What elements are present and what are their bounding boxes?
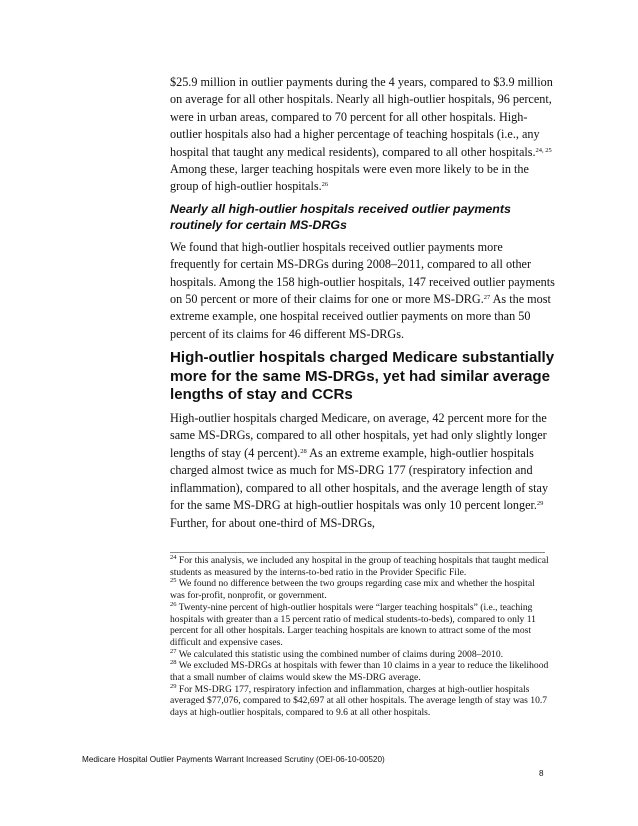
body-paragraph-1: [170, 74, 555, 196]
page-number: 8: [539, 769, 544, 778]
footnote-divider: [170, 552, 545, 553]
footnote-28: [170, 660, 550, 683]
footnote-text: Twenty-nine percent of high-outlier hospitals were “larger teaching hospitals” (i.e., teaching hospitals with greater than a 15 percent ratio of medical students-to-beds), compared to only 11 percent for all other hospitals. Larger teaching hospitals are known to attract some of the most difficult and expensive cases.: [170, 601, 536, 648]
footnotes: [170, 555, 550, 719]
footnote-29: [170, 684, 550, 719]
para2-tail: As the most extreme example, one hospital received outlier payments on more than 50 percent of its claims for 46 different MS-DRGs.: [170, 292, 551, 341]
para3-mid: As an extreme example, high-outlier hospitals charged almost twice as much for MS-DRG 177 (respiratory infection and inflammation), compared to all other hospitals, and the average length of stay for the same MS-DRG at high-outlier hospitals was only 10 percent longer.: [170, 445, 549, 513]
footnote-26: [170, 602, 550, 649]
footnote-number: 28: [170, 659, 177, 667]
footnote-ref[interactable]: 28: [300, 447, 307, 455]
footnote-text: For this analysis, we included any hospital in the group of teaching hospitals that taught medical students as measured by the interns-to-bed ratio in the Provider Specific File.: [170, 555, 549, 578]
footnote-ref[interactable]: 26: [321, 181, 329, 189]
para1-tail: Among these, larger teaching hospitals were even more likely to be in the group of high-outlier hospitals.: [170, 162, 529, 194]
footnote-text: We calculated this statistic using the combined number of claims during 2008–2010.: [178, 648, 504, 660]
footnote-25: [170, 578, 550, 601]
body-paragraph-2: [170, 239, 555, 343]
footnote-number: 24: [170, 554, 177, 561]
footnote-number: 27: [170, 647, 177, 655]
footnote-text: We excluded MS-DRGs at hospitals with fewer than 10 claims in a year to reduce the likelihood that a small number of claims would skew the MS-DRG average.: [170, 660, 549, 684]
para2-text: We found that high-outlier hospitals received outlier payments more frequently for certain MS-DRGs during 2008–2011, compared to all other hospitals. Among the 158 high-outlier hospitals, 147 received outlier payments on 50 percent or more of their claims for one or more MS-DRG.: [170, 239, 555, 307]
footnote-number: 29: [170, 682, 177, 690]
para3-text: High-outlier hospitals charged Medicare, on average, 42 percent more for the same MS-DRGs, compared to all other hospitals, yet had only slightly longer lengths of stay (4 percent).: [170, 411, 547, 460]
footnote-text: We found no difference between the two groups regarding case mix and whether the hospital was for-profit, nonprofit, or government.: [170, 578, 535, 602]
subheading-routine-outlier: Nearly all high-outlier hospitals received outlier payments routinely for certain MS-DRGs: [170, 201, 511, 233]
footnote-27: [170, 649, 550, 661]
section-heading-charges: High-outlier hospitals charged Medicare substantially more for the same MS-DRGs, yet had similar average lengths of stay and CCRs: [170, 349, 555, 404]
footnote-ref[interactable]: 24, 25: [535, 146, 552, 154]
body-paragraph-3: [170, 410, 555, 532]
footnote-ref[interactable]: 29: [536, 500, 544, 508]
footnote-text: For MS-DRG 177, respiratory infection and inflammation, charges at high-outlier hospitals averaged $77,076, compared to $42,697 at all other hospitals. The average length of stay was 10.7 days at high-outlier hospitals, compared to 9.6 at all other hospitals.: [170, 683, 548, 719]
footnote-number: 26: [170, 600, 177, 608]
footnote-ref[interactable]: 27: [483, 294, 491, 302]
footnote-24: [170, 555, 550, 578]
para1-text: $25.9 million in outlier payments during the 4 years, compared to $3.9 million on average for all other hospitals. Nearly all high-outlier hospitals, 96 percent, were in urban areas, compared to 70 percent for all other hospitals. High-outlier hospitals also had a higher percentage of teaching hospitals (i.e., any hospital that taught any medical residents), compared to all other hospitals.: [170, 75, 553, 159]
footer-report-title: Medicare Hospital Outlier Payments Warrant Increased Scrutiny (OEI-06-10-00520): [82, 755, 385, 764]
para3-tail: Further, for about one-third of MS-DRGs,: [170, 515, 375, 530]
footnote-number: 25: [170, 577, 177, 585]
main-column: [170, 74, 555, 532]
